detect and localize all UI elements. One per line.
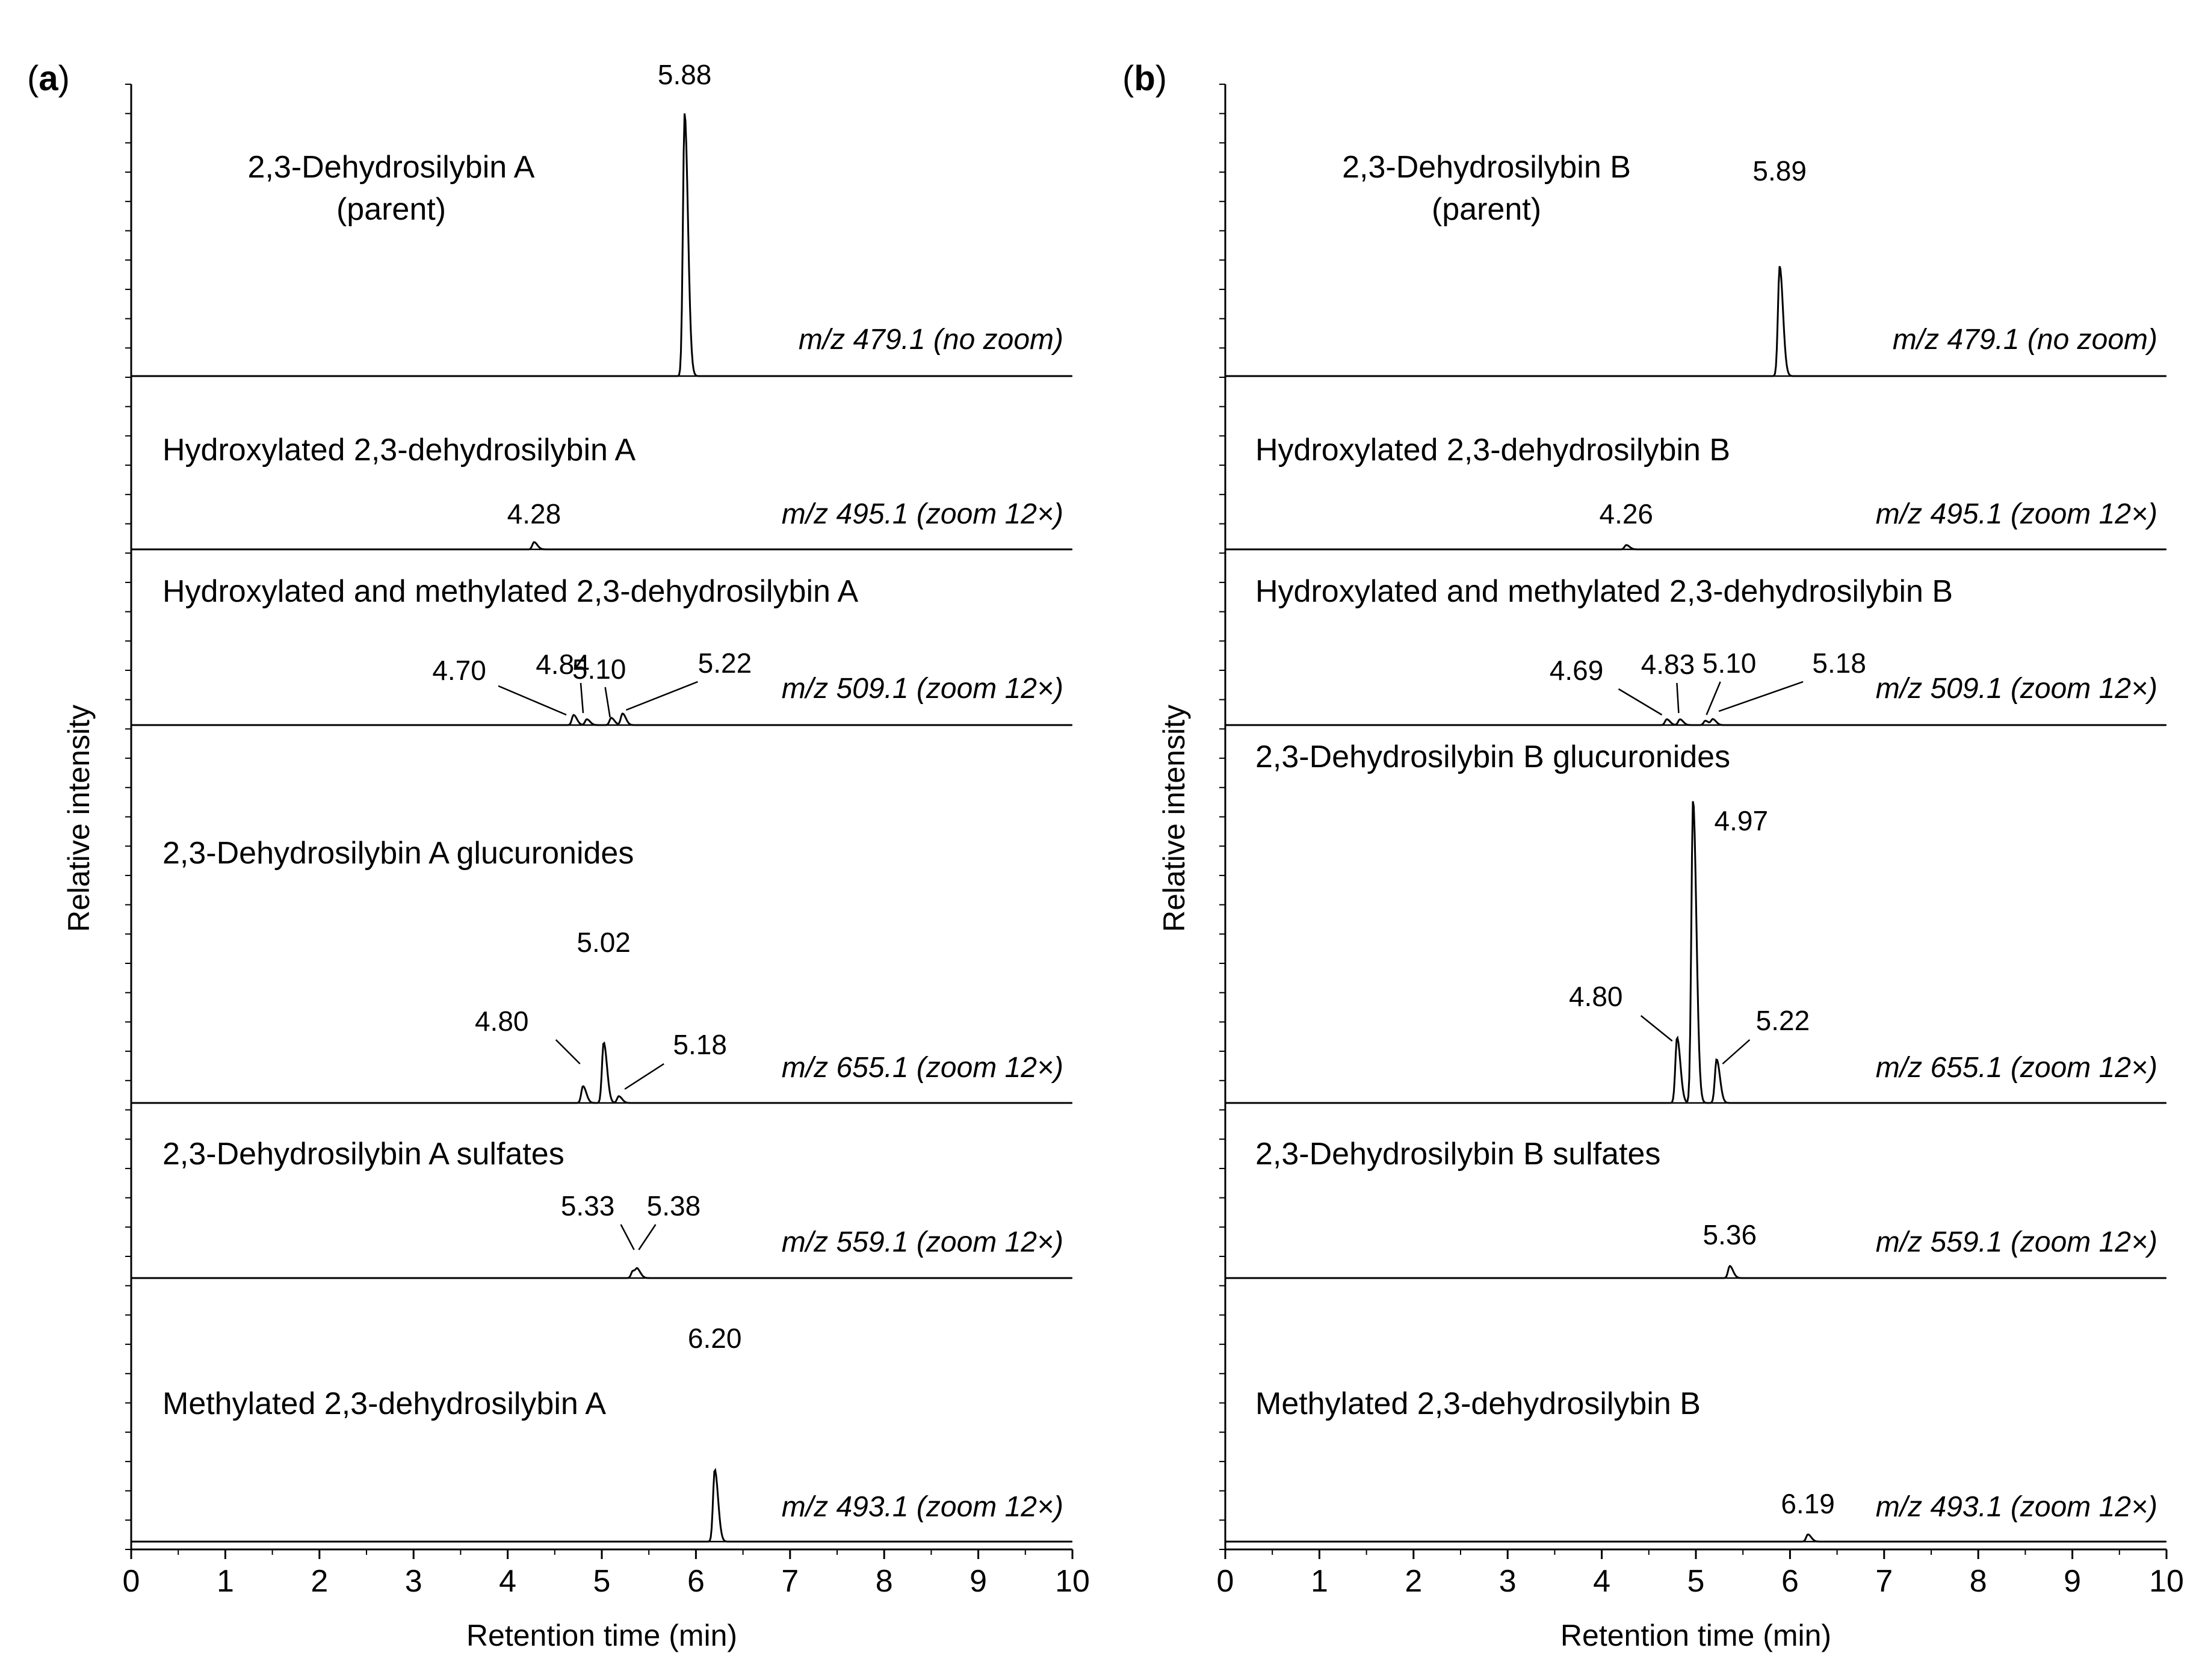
trace-name: 2,3-Dehydrosilybin B sulfates (1255, 1137, 1661, 1172)
peak-label: 6.19 (1781, 1488, 1835, 1519)
peak-label: 5.10 (1702, 647, 1757, 679)
mz-tag: m/z 479.1 (no zoom) (798, 324, 1063, 356)
trace-line (131, 542, 1072, 549)
peak-leader-line (1619, 689, 1662, 715)
peak-leader-line (639, 1224, 655, 1250)
trace-line (1225, 1266, 2166, 1278)
peak-label: 5.33 (560, 1190, 615, 1221)
peak-label: 4.70 (432, 655, 486, 686)
panel-a (27, 59, 1090, 1652)
peak-label: 4.84 (536, 649, 590, 680)
peak-label: 4.80 (474, 1005, 529, 1037)
peak-label: 4.83 (1641, 649, 1695, 680)
peak-leader-line (605, 687, 610, 717)
mz-tag: m/z 655.1 (zoom 12×) (781, 1052, 1063, 1084)
peak-label: 6.20 (687, 1323, 742, 1354)
x-tick-label: 3 (404, 1564, 422, 1599)
x-tick-label: 0 (122, 1564, 140, 1599)
peak-leader-line (1641, 1016, 1672, 1041)
x-tick-label: 6 (1781, 1564, 1799, 1599)
trace-line (1225, 719, 2166, 725)
peak-label: 5.22 (697, 647, 752, 679)
x-tick-label: 9 (970, 1564, 988, 1599)
x-axis-title: Retention time (min) (1560, 1619, 1832, 1652)
peak-label: 4.26 (1599, 498, 1654, 530)
trace-name: Hydroxylated 2,3-dehydrosilybin B (1255, 433, 1731, 468)
x-tick-label: 7 (1875, 1564, 1893, 1599)
mz-tag: m/z 559.1 (zoom 12×) (1875, 1226, 2157, 1258)
trace-line (1225, 1534, 2166, 1542)
x-tick-label: 5 (593, 1564, 611, 1599)
peak-label: 4.97 (1714, 805, 1769, 836)
trace-name: 2,3-Dehydrosilybin A (247, 150, 535, 185)
peak-label: 5.88 (657, 59, 712, 90)
mz-tag: m/z 495.1 (zoom 12×) (1875, 498, 2157, 530)
trace-name: Methylated 2,3-dehydrosilybin A (162, 1386, 607, 1421)
peak-label: 4.69 (1549, 655, 1604, 686)
peak-label: 5.02 (577, 927, 631, 958)
trace-subname: (parent) (336, 192, 447, 227)
trace-subname: (parent) (1431, 192, 1542, 227)
trace-name: Hydroxylated 2,3-dehydrosilybin A (162, 433, 636, 468)
peak-leader-line (1719, 682, 1803, 711)
mz-tag: m/z 559.1 (zoom 12×) (781, 1226, 1063, 1258)
trace-line (1225, 266, 2166, 376)
trace-name: Hydroxylated and methylated 2,3-dehydrosilybin A (162, 574, 859, 609)
x-axis-title: Retention time (min) (466, 1619, 738, 1652)
peak-leader-line (625, 1064, 664, 1089)
y-axis-title: Relative intensity (1157, 705, 1191, 932)
x-tick-label: 1 (216, 1564, 234, 1599)
mz-tag: m/z 479.1 (no zoom) (1892, 324, 2157, 356)
x-tick-label: 4 (1593, 1564, 1611, 1599)
x-tick-label: 8 (875, 1564, 893, 1599)
mz-tag: m/z 493.1 (zoom 12×) (1875, 1491, 2157, 1523)
peak-label: 4.28 (507, 498, 561, 530)
peak-label: 5.10 (572, 653, 626, 685)
peak-leader-line (1677, 683, 1678, 713)
panel-letter: (a) (27, 59, 70, 98)
peak-label: 5.18 (1812, 647, 1866, 679)
peak-leader-line (556, 1040, 580, 1064)
panel-b (1122, 59, 2184, 1652)
trace-name: 2,3-Dehydrosilybin B glucuronides (1255, 740, 1731, 774)
trace-line (131, 714, 1072, 725)
mz-tag: m/z 655.1 (zoom 12×) (1875, 1052, 2157, 1084)
x-tick-label: 10 (1055, 1564, 1090, 1599)
x-tick-label: 10 (2149, 1564, 2184, 1599)
peak-leader-line (498, 686, 566, 715)
trace-name: Methylated 2,3-dehydrosilybin B (1255, 1386, 1701, 1421)
peak-label: 5.36 (1703, 1219, 1757, 1250)
x-tick-label: 2 (311, 1564, 329, 1599)
trace-name: Hydroxylated and methylated 2,3-dehydrosilybin B (1255, 574, 1953, 609)
peak-leader-line (1722, 1040, 1749, 1064)
x-tick-label: 3 (1498, 1564, 1517, 1599)
y-axis-title: Relative intensity (62, 705, 96, 932)
peak-leader-line (1707, 682, 1721, 715)
trace-line (131, 1268, 1072, 1278)
peak-leader-line (621, 1224, 634, 1250)
peak-label: 5.89 (1752, 155, 1807, 187)
trace-name: 2,3-Dehydrosilybin A glucuronides (162, 836, 634, 871)
x-tick-label: 7 (781, 1564, 799, 1599)
mz-tag: m/z 509.1 (zoom 12×) (1875, 673, 2157, 705)
trace-name: 2,3-Dehydrosilybin B (1342, 150, 1631, 185)
x-tick-label: 2 (1405, 1564, 1423, 1599)
x-tick-label: 1 (1310, 1564, 1328, 1599)
panel-letter: (b) (1122, 59, 1167, 98)
peak-leader-line (626, 682, 697, 710)
peak-label: 4.80 (1568, 981, 1623, 1012)
x-tick-label: 5 (1687, 1564, 1705, 1599)
peak-label: 5.22 (1755, 1005, 1810, 1036)
mz-tag: m/z 493.1 (zoom 12×) (781, 1491, 1063, 1523)
trace-name: 2,3-Dehydrosilybin A sulfates (162, 1137, 564, 1172)
peak-leader-line (581, 683, 583, 713)
mz-tag: m/z 495.1 (zoom 12×) (781, 498, 1063, 530)
x-tick-label: 0 (1216, 1564, 1234, 1599)
x-tick-label: 4 (499, 1564, 517, 1599)
peak-label: 5.38 (646, 1190, 701, 1221)
peak-label: 5.18 (673, 1029, 727, 1060)
x-tick-label: 9 (2064, 1564, 2082, 1599)
x-tick-label: 8 (1969, 1564, 1987, 1599)
trace-line (1225, 545, 2166, 549)
mz-tag: m/z 509.1 (zoom 12×) (781, 673, 1063, 705)
x-tick-label: 6 (687, 1564, 705, 1599)
